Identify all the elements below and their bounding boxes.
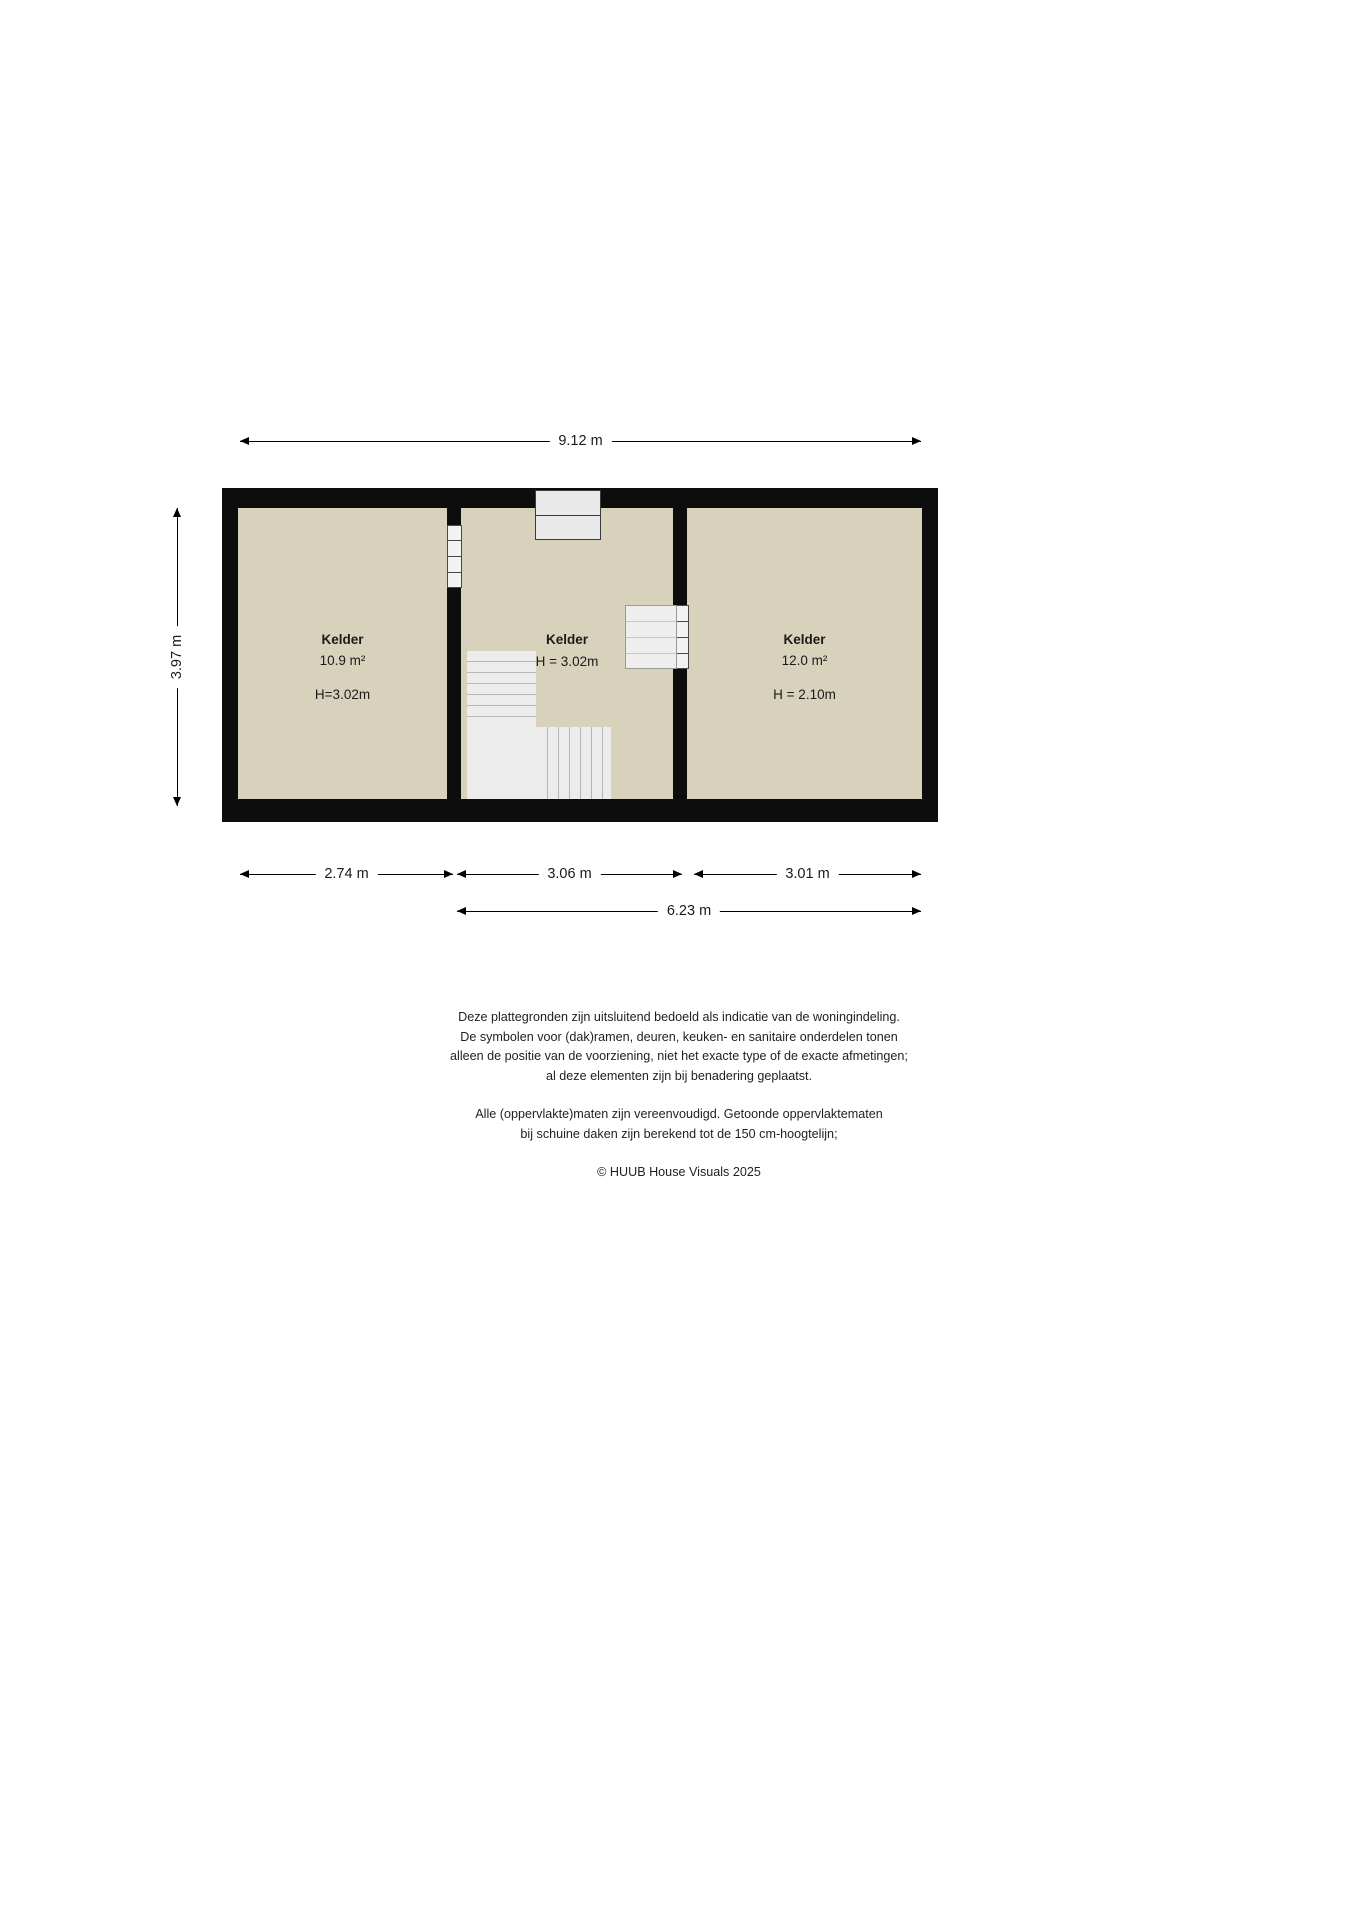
floorplan-drawing: [222, 488, 938, 822]
arrow-left-icon: [694, 870, 703, 878]
stairs-landing: [467, 727, 536, 799]
disclaimer-line-1: Deze plattegronden zijn uitsluitend bedoeld als indicatie van de woningindeling.: [458, 1010, 900, 1024]
arrow-left-icon: [457, 870, 466, 878]
arrow-right-icon: [673, 870, 682, 878]
copyright-text: © HUUB House Visuals 2025: [597, 1165, 761, 1179]
arrow-right-icon: [912, 907, 921, 915]
room-kelder-right: [687, 508, 922, 799]
room-kelder-left: [238, 508, 447, 799]
door-panel-swing: [625, 605, 677, 669]
dimension-bottom-overall-label: 6.23 m: [658, 903, 720, 919]
room-right-label: [687, 630, 922, 704]
dimension-bottom-overall: [457, 902, 921, 920]
room-left-height: H=3.02m: [314, 687, 371, 702]
dimension-left-vertical: [168, 508, 186, 806]
dimension-bottom-mid: [457, 865, 682, 883]
disclaimer-line-4: al deze elementen zijn bij benadering geplaatst.: [545, 1068, 813, 1083]
window-mullion: [536, 515, 600, 516]
dimension-bottom-left: [240, 865, 453, 883]
room-right-name: Kelder: [783, 632, 826, 647]
room-right-area: 12.0 m²: [781, 653, 828, 668]
dimension-bottom-left-label: 2.74 m: [315, 866, 377, 882]
disclaimer-line-2: De symbolen voor (dak)ramen, deuren, keuken- en sanitaire onderdelen tonen: [460, 1029, 898, 1044]
window-top: [535, 490, 601, 540]
dimension-top-overall-label: 9.12 m: [549, 433, 611, 449]
room-middle-height: H = 3.02m: [535, 654, 599, 669]
disclaimer-block: [0, 1008, 1358, 1183]
arrow-down-icon: [173, 797, 181, 806]
disclaimer-line-3: alleen de positie van de voorziening, niet het exacte type of de exacte afmetingen;: [450, 1049, 908, 1063]
stairs-upper: [467, 651, 536, 727]
arrow-right-icon: [912, 437, 921, 445]
room-left-name: Kelder: [321, 632, 364, 647]
disclaimer-line-5: Alle (oppervlakte)maten zijn vereenvoudigd. Getoonde oppervlaktematen: [475, 1107, 883, 1121]
stairs-lower: [536, 727, 611, 799]
arrow-left-icon: [240, 870, 249, 878]
dimension-top-overall: [240, 432, 921, 450]
room-middle-name: Kelder: [545, 632, 589, 647]
arrow-right-icon: [444, 870, 453, 878]
dimension-bottom-right: [694, 865, 921, 883]
room-left-area: 10.9 m²: [319, 653, 366, 668]
dimension-bottom-right-label: 3.01 m: [776, 866, 838, 882]
arrow-left-icon: [457, 907, 466, 915]
dimension-bottom-mid-label: 3.06 m: [538, 866, 600, 882]
arrow-left-icon: [240, 437, 249, 445]
arrow-right-icon: [912, 870, 921, 878]
door-left-wall: [447, 525, 462, 588]
disclaimer-spacer: [0, 1086, 1358, 1105]
disclaimer-line-6: bij schuine daken zijn berekend tot de 150 cm-hoogtelijn;: [520, 1126, 838, 1141]
room-right-height: H = 2.10m: [773, 687, 836, 702]
arrow-up-icon: [173, 508, 181, 517]
dimension-left-vertical-label: 3.97 m: [169, 626, 185, 688]
room-left-label: [238, 630, 447, 704]
